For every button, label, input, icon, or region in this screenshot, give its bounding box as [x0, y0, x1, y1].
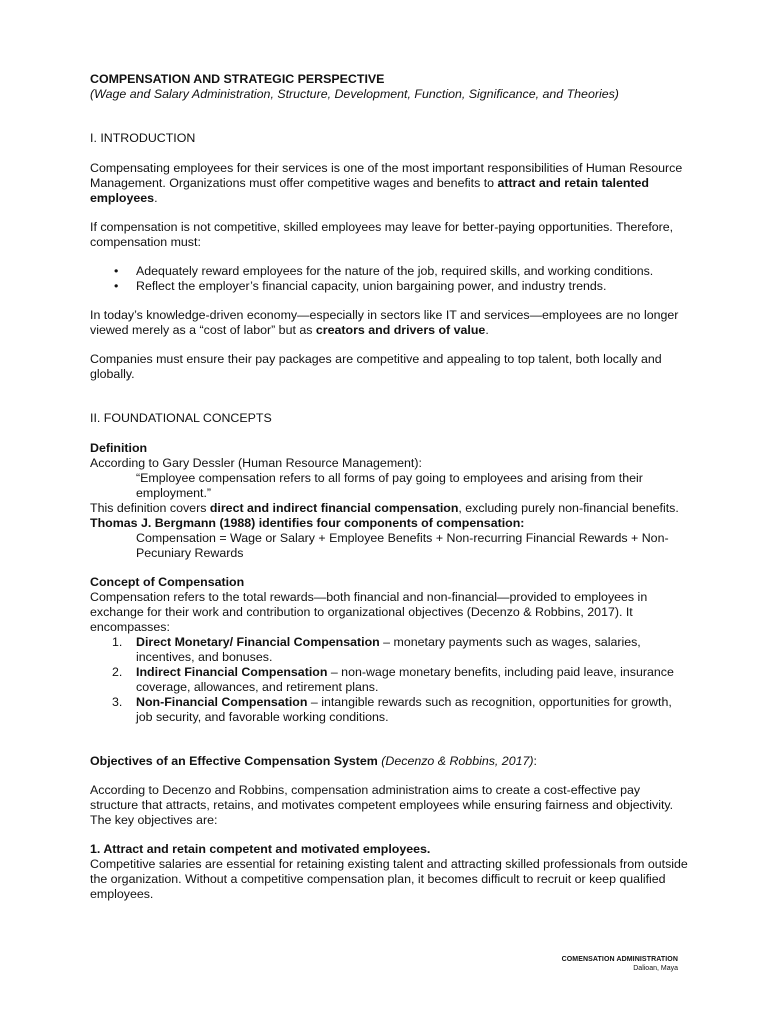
list-item-text: – intangible rewards such as recognition, opportunities for growth, job security, and favorable working conditions. [136, 695, 672, 724]
list-item-bold: Indirect Financial Compensation [136, 665, 328, 679]
compensation-formula: Compensation = Wage or Salary + Employee Benefits + Non-recurring Financial Rewards + Non-Pecuniary Rewards [136, 531, 669, 560]
definition-intro: According to Gary Dessler (Human Resource Management): [90, 456, 422, 470]
objectives-heading-bold: Objectives of an Effective Compensation System [90, 754, 378, 768]
objective-1-heading: 1. Attract and retain competent and motivated employees. [90, 842, 431, 856]
objectives-heading-citation: (Decenzo & Robbins, 2017) [381, 754, 534, 768]
list-item-bold: Non-Financial Compensation [136, 695, 308, 709]
page-footer [562, 955, 678, 973]
list-item-text: – monetary payments such as wages, salaries, incentives, and bonuses. [136, 635, 641, 664]
list-item [112, 695, 690, 725]
intro-paragraph-3 [90, 308, 690, 338]
list-item: • Adequately reward employees for the nature of the job, required skills, and working conditions. [136, 264, 690, 279]
definition-quote: “Employee compensation refers to all forms of pay going to employees and arising from their employment.” [136, 471, 643, 500]
covers-text: This definition covers [90, 501, 210, 515]
list-item-text: – non-wage monetary benefits, including paid leave, insurance coverage, allowances, and retirement plans. [136, 665, 674, 694]
intro-paragraph-4: Companies must ensure their pay packages are competitive and appealing to top talent, both locally and globally. [90, 352, 662, 381]
intro-bullet-list [90, 264, 690, 294]
objectives-intro: According to Decenzo and Robbins, compensation administration aims to create a cost-effective pay structure that attracts, retains, and motivates competent employees while ensuring fairness and objectivity. The key objectives are: [90, 783, 674, 827]
compensation-types-list [90, 635, 690, 725]
intro-p3-bold: creators and drivers of value [315, 323, 486, 337]
section-heading-introduction: I. INTRODUCTION [90, 131, 196, 145]
bergmann-statement: Thomas J. Bergmann (1988) identifies four components of compensation: [90, 516, 525, 530]
definition-heading: Definition [90, 441, 148, 455]
concept-paragraph: Compensation refers to the total rewards—both financial and non-financial—provided to employees in exchange for their work and contribution to organizational objectives (Decenzo & Robbins, 2017). It encompasses: [90, 590, 648, 634]
list-number: 2. [112, 665, 123, 679]
intro-p3-end: . [485, 323, 489, 337]
covers-end: , excluding purely non-financial benefits. [458, 501, 679, 515]
list-number: 1. [112, 635, 123, 649]
objective-1-text: Competitive salaries are essential for retaining existing talent and attracting skilled professionals from outside the organization. Without a competitive compensation plan, it becomes difficult to recruit or keep qualified employees. [90, 857, 688, 901]
document-subtitle: (Wage and Salary Administration, Structure, Development, Function, Significance, and Theories) [90, 87, 619, 101]
list-number: 3. [112, 695, 123, 709]
intro-p1-bold: attract and retain talented employees [90, 176, 649, 205]
list-item: • Reflect the employer’s financial capacity, union bargaining power, and industry trends. [136, 279, 690, 294]
footer-title: COMENSATION ADMINISTRATION [561, 956, 678, 963]
objectives-heading [90, 754, 690, 769]
document-page [90, 72, 690, 902]
list-item [112, 665, 690, 695]
covers-bold: direct and indirect financial compensation [209, 501, 459, 515]
intro-p3-text: In today’s knowledge-driven economy—especially in sectors like IT and services—employees are no longer viewed merely as a “cost of labor” but as [90, 308, 679, 337]
footer-author: Dalioan, Maya [633, 965, 678, 972]
list-item-bold: Direct Monetary/ Financial Compensation [136, 635, 380, 649]
list-item [112, 635, 690, 665]
objectives-heading-end: : [533, 754, 537, 768]
section-heading-foundational: II. FOUNDATIONAL CONCEPTS [90, 411, 272, 425]
intro-p1-text: Compensating employees for their services is one of the most important responsibilities of Human Resource Management. Organizations must offer competitive wages and benefits to [90, 161, 683, 190]
document-title: COMPENSATION AND STRATEGIC PERSPECTIVE [90, 72, 385, 86]
definition-covers [90, 501, 690, 516]
intro-paragraph-2: If compensation is not competitive, skilled employees may leave for better-paying opportunities. Therefore, compensation must: [90, 220, 674, 249]
intro-paragraph-1 [90, 161, 690, 206]
intro-p1-end: . [154, 191, 158, 205]
concept-heading: Concept of Compensation [90, 575, 245, 589]
